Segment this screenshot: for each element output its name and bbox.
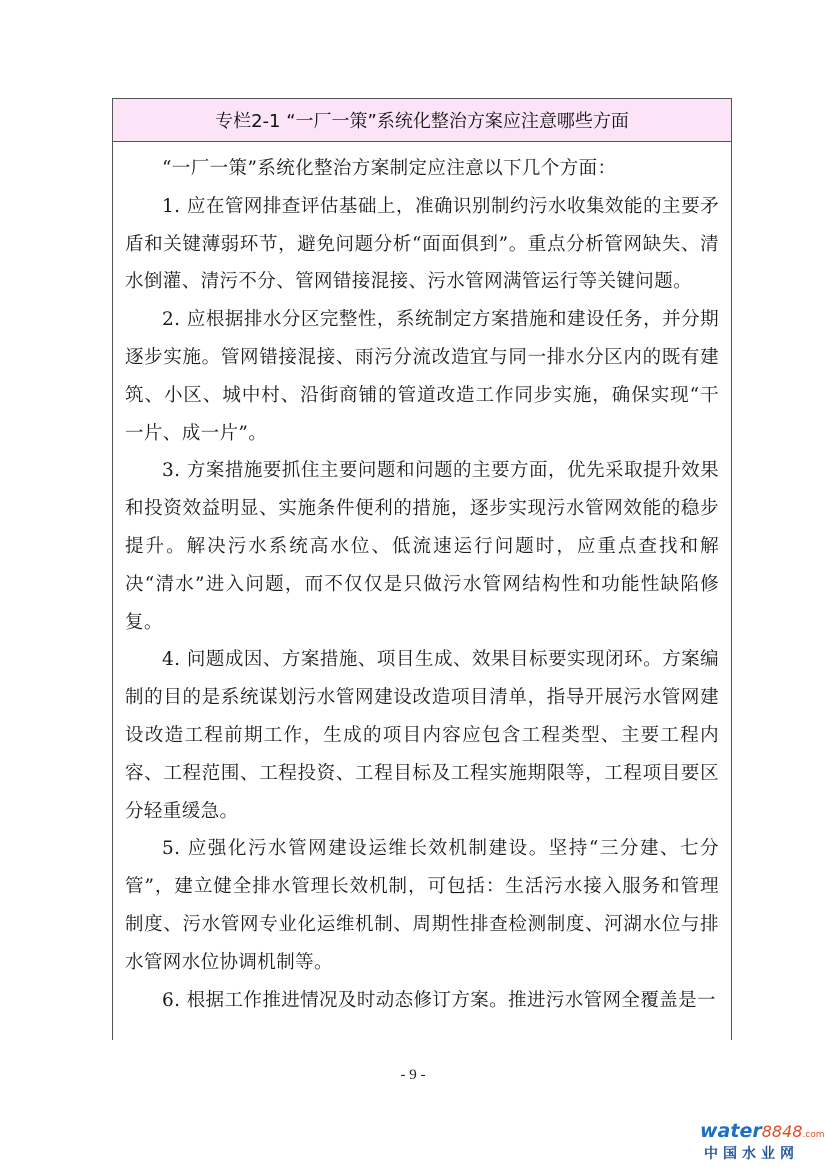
- column-box: [112, 98, 732, 1040]
- paragraph-intro: “一厂一策”系统化整治方案制定应注意以下几个方面：: [162, 158, 617, 179]
- watermark-brand: [700, 1120, 825, 1142]
- paragraph-2: 2. 应根据排水分区完整性，系统制定方案措施和建设任务，并分期逐步实施。管网错接混接、雨污分流改造宜与同一排水分区内的既有建筑、小区、城中村、沿街商铺的管道改造工作同步实施，确保实现“干一片、成一片”。: [125, 309, 719, 444]
- column-body: [113, 142, 731, 1019]
- watermark-number: 8848: [761, 1122, 803, 1141]
- column-title: 专栏2-1 “一厂一策”系统化整治方案应注意哪些方面: [113, 99, 731, 142]
- watermark-logo: [700, 1120, 825, 1166]
- page-number: - 9 -: [400, 1067, 426, 1083]
- watermark-word: water: [700, 1120, 762, 1142]
- paragraph-5: 5. 应强化污水管网建设运维长效机制建设。坚持“三分建、七分管”，建立健全排水管理长效机制，可包括：生活污水接入服务和管理制度、污水管网专业化运维机制、周期性排查检测制度、河湖水位与排水管网水位协调机制等。: [125, 838, 719, 973]
- paragraph-3: 3. 方案措施要抓住主要问题和问题的主要方面，优先采取提升效果和投资效益明显、实施条件便利的措施，逐步实现污水管网效能的稳步提升。解决污水系统高水位、低流速运行问题时，应重点查找和解决“清水”进入问题，而不仅仅是只做污水管网结构性和功能性缺陷修复。: [125, 460, 719, 633]
- paragraph-1: 1. 应在管网排查评估基础上，准确识别制约污水收集效能的主要矛盾和关键薄弱环节，避免问题分析“面面俱到”。重点分析管网缺失、清水倒灌、清污不分、管网错接混接、污水管网满管运行等关键问题。: [125, 195, 719, 293]
- paragraph-4: 4. 问题成因、方案措施、项目生成、效果目标要实现闭环。方案编制的目的是系统谋划污水管网建设改造项目清单，指导开展污水管网建设改造工程前期工作，生成的项目内容应包含工程类型、主要工程内容、工程范围、工程投资、工程目标及工程实施期限等，工程项目要区分轻重缓急。: [125, 649, 719, 822]
- watermark-chinese: 中国水业网: [704, 1146, 799, 1162]
- paragraph-6: 6. 根据工作推进情况及时动态修订方案。推进污水管网全覆盖是一: [162, 989, 716, 1011]
- watermark-suffix: .com: [802, 1130, 825, 1140]
